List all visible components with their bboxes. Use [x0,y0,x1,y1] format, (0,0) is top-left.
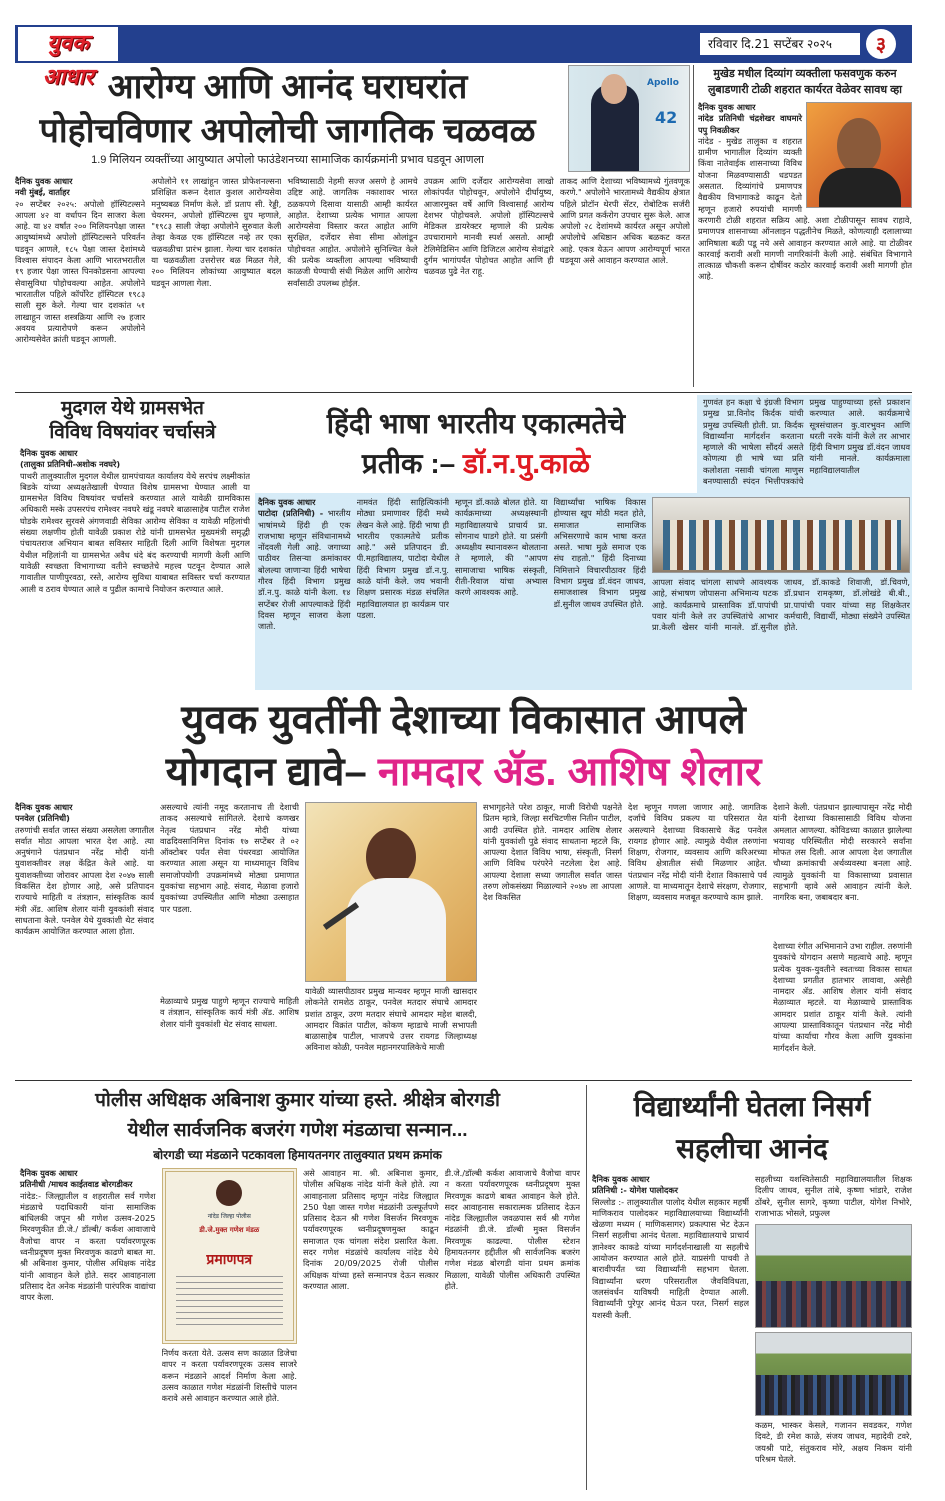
mudgal-headline-line1: मुदगल येथे ग्रामसभेत [61,398,204,419]
section-divider [15,1080,912,1081]
apollo-col-2: अपोलोने ११ लाखांहून जास्त प्रोफेशनल्सना प्रशिक्षित करून देशात कुशल आरोग्यसेवा मनुष्यबळ निर्माण केले. डॉ प्रताप सी. रेड्डी, चेयरमन, अपोलो हॉस्पिटल्स ग्रुप म्हणाले, "१९८३ साली जेव्हा अपोलोने सुरुवात केली तेव्हा केवळ एक हॉस्पिटल नव्हे तर एका चळवळीचा प्रारंभ झाला. गेल्या चार दशकांत या चळवळीला उत्तरोत्तर बळ मिळत गेले, २०० मिलियन लोकांच्या आयुष्यात बदल घडवून आणला गेला. [151,176,282,288]
issue-date: रविवार दि.21 सप्टेंबर २०२५ [700,33,860,55]
shelar-stage-caption: मेळाव्याचे प्रमुख पाहुणे म्हणून राज्याचे माहिती व तंत्रज्ञान, सांस्कृतिक कार्य मंत्री ॲड. आशिष शेलार यांनी युवकांशी थेट संवाद साधला. [160,996,299,1029]
minister-photo-caption: यावेळी व्यासपीठावर प्रमुख मान्यवर म्हणून माजी खासदार लोकनेते रामशेठ ठाकूर, पनवेल मतदार संघाचे आमदार प्रशांत ठाकूर, उरण मतदार संघाचे आमदार महेश बालदी, आमदार विक्रांत पाटील, कोकण म्हाडाचे माजी सभापती बाळासाहेब पाटील, भाजपचे उत्तर रायगड जिल्हाध्यक्ष अविनाश कोळी, पनवेल महानगरपालिकेचे माजी [305,986,477,1053]
apollo-article [15,65,690,390]
section-divider [15,392,912,393]
borgadi-col-4: डी.जे./डॉल्बी कर्कश आवाजाचे वैजोचा वापर न करता पर्यावरणपूरक ध्वनीप्रदूषण मुक्त मिरवणूक काढणे बाबत आवाहन केले होते. सदर आवाहनास सकारात्मक प्रतिसाद देऊन नांदेड जिल्ह्यातील जवळपास सर्व श्री गणेश मंडळांनी डी.जे. डॉल्बी मुक्त विसर्जन मिरवणूक काढल्या. पोलीस स्टेशन हिमायतनगर हद्दीतील श्री सार्वजनिक बजरंग गणेश मंडळ बोरगडी यांना प्रथम क्रमांक मिळाला, यावेळी पोलीस अधिकारी उपस्थित होते. [444,1168,580,1291]
hindi-right-top: गुणवंत हन कक्षा चे इंग्रजी विभाग प्रमुख प्रा.विनोद किर्दक यांची प्रमुख उपस्थिती होती. प्रा. किर्दक विद्यार्थ्यांना मार्गदर्शन करताना म्हणाले की भाषेला सौंदर्य असते कोणत्या ही भाषे च्या प्रति कलोशता नसावी चांगला माणुस बनण्यासाठी स्पंदन भित्तीपत्रकांचे प्रमुख पाहुण्याच्या हस्ते प्रकाशन करण्यात आले. कार्यक्रमाचे सूत्रसंचालन कु.वारभुवन आणि धरती नरके यांनी केले तर आभार हिंदी विभाग प्रमुख डॉ.वंदन जाधव यांनी मानले. कार्यक्रमाला महाविद्यालयातील [703,397,910,487]
nisarg-col-2: सहलीच्या यशस्वितेसाठी महाविद्यालयातील शिक्षक दिलीप जाधव, सुनील तांबे, कृष्णा भांडारे, राजेश ठोंबरे, सुनील सागरे, कृष्णा पाटील, योगेश निभोरे, राजाभाऊ भोसले, प्रफुल्ल [755,1174,912,1218]
nisarg-col-3: कळम, भास्कर केसले, गजानन सवडकर, गणेश दिवटे, डी रमेश काळे, संजय जाधव, महादेवी टवरे, जयश्री पाटे, संतुकराव मोरे, अक्षय निकम यांनी परिश्रम घेतले. [755,1420,912,1464]
shelar-col-1: दैनिक युवक आधार पनवेल (प्रतिनिधी) तरुणांची सर्वात जास्त संख्या असलेला जगातील सर्वात मोठा आपला भारत देश आहे. त्या अनुषंगाने पंतप्रधान नरेंद्र मोदी यांनी युवाशक्तीवर लक्ष केंद्रित केले आहे. या युवाशक्तीच्या जोरावर आपला देश २०४७ साली विकसित देश होणार आहे, असे प्रतिपादन राज्याचे माहिती व तंत्रज्ञान, सांस्कृतिक कार्य मंत्री ॲड. आशिष शेलार यांनी युवकांशी संवाद साधताना केले. पनवेल येथे युवकांशी थेट संवाद कार्यक्रम आयोजित करण्यात आला होता. [15,802,154,937]
borgadi-headline-line2: येथील सार्वजनिक बजरंग गणेश मंडळाचा सन्मान... [127,1120,468,1141]
apollo-headline-line2: पोहोचविणार अपोलोची जागतिक चळवळ [39,112,536,150]
shelar-col-2: असल्याचे त्यांनी नमूद करतानाच ती देशाची ताकद असल्याचे सांगितले. देशाचे कणखर नेतृत्व पंतप्रधान नरेंद्र मोदी यांच्या वाढदिवसानिमित्त दिनांक १७ सप्टेंबर ते ०२ ऑक्टोबर पर्यंत सेवा पंधरवडा आयोजित करण्यात आला असून या माध्यमातून विविध समाजोपयोगी उपक्रमांमध्ये मोठ्या प्रमाणात युवकांचा सहभाग आहे. संवाद, मेळावा हजारो युवकांच्या उपस्थितीत आणि मोठ्या उत्साहात पार पडला. [160,802,299,914]
students-outing-photo-1 [755,1224,912,1328]
mukhed-byline: दैनिक युवक आधार [698,102,756,112]
hindi-right-bottom: आपला संवाद चांगला साधणे आवश्यक आहे, संभाषण जोपासना अभिमान्य घटक आहे. कार्यक्रमाचे प्रास्ताविक डॉ.पापांची पवार यांनी केले तर उपस्थितांचे आभार प्रा.केली खेसर यांनी मानले. डॉ.सुनील जाधव, डॉ.काकडे शिवाजी, डॉ.चिवणे, डॉ.प्रधान रामकृष्ण, डॉ.लोखंडे बी.बी., प्रा.पापांची पवार यांच्या सह शिक्षकेतर कर्मचारी, विद्यार्थी, मोठ्या संख्येने उपस्थित होते. [652,577,910,633]
apollo-headline-line1: आरोग्य आणि आनंद घराघरांत [107,68,468,106]
apollo-col-4: उपक्रम आणि दर्जेदार आरोग्यसेवा लाखो लोकांपर्यंत पोहोचवून, अपोलोने दीर्घायुष्य, आजारमुक्त वर्षे आणि विश्वासार्ह आरोग्य देशभर पोहोचवले. अपोलो हॉस्पिटल्सचे मेडिकल डायरेक्टर म्हणाले की प्रत्येक उपचारामागे मानवी स्पर्श असतो. आम्ही टेलिमेडिसिन आणि डिजिटल आरोग्य सेवांद्वारे दुर्गम भागांपर्यंत पोहोचत आहोत आणि ही चळवळ पुढे नेत राहू. [423,176,554,277]
certificate-subtitle: डी.जे.मुक्त गणेश मंडळ [199,1226,260,1234]
hindi-headline-speaker: डॉ.न.पु.काळे [463,448,591,479]
nisarg-col-1: दैनिक युवक आधार प्रतिनिधी :- योगेश पालोदकर सिल्लोड :- तालुक्यातील पालोद येथील सहकार महर्षी माणिकराव पालोदकर महाविद्यालयाच्या विद्यार्थ्यांनी खेळणा मध्यम ( माणिकसागर) प्रकल्पास भेट देऊन निसर्ग सहलीचा आनंद घेतला. महाविद्यालयाचे प्राचार्य ज्ञानेश्वर काकडे यांच्या मार्गदर्शनाखाली या सहलीचे आयोजन करण्यात आले होते. याप्रसंगी पाचवी ते बारावीपर्यंत च्या विद्यार्थ्यांनी सहभाग घेतला. विद्यार्थ्यांना धरण परिसरातील जैवविविधता, जलसंवर्धन याविषयी माहिती देण्यात आली. विद्यार्थ्यांनी पुरेपूर आनंद घेऊन परत, निसर्ग सहल यशस्वी केली. [592,1174,749,1320]
column-divider [586,1085,587,1490]
borgadi-col-3: असे आवाहन मा. श्री. अबिनाश कुमार, पोलीस अधिक्षक नांदेड यांनी केले होते. त्या आवाहनाला प्रतिसाद म्हणून नांदेड जिल्ह्यात 250 पेक्षा जास्त गणेश मंडळांनी उत्स्फूर्तपणे प्रतिसाद देऊन श्री गणेश विसर्जन मिरवणूक पर्यावरणपूरक ध्वनीप्रदूषणमुक्त काढून समाजात एक चांगला संदेश प्रसारित केला. सदर गणेश मंडळांचे कार्यालय नांदेड येथे दिनांक 20/09/2025 रोजी पोलीस अधिक्षक यांच्या हस्ते सन्मानपत्र देऊन सत्कार करण्यात आला. [303,1168,439,1291]
nisarg-headline-line2: सहलीचा आनंद [676,1133,828,1164]
hindi-col-1: दैनिक युवक आधार पाटोदा (प्रतिनिधी) - भारतीय भाषांमध्ये हिंदी ही एक राजभाषा म्हणून संविधानामध्ये नोंदवली गेली आहे. जगाच्या पाठीवर तिसऱ्या क्रमांकावर बोलल्या जाणाऱ्या हिंदी भाषेचा गौरव हिंदी विभाग प्रमुख डॉ.न.पु. काळे यांनी केला. १४ सप्टेंबर रोजी आपल्याकडे हिंदी दिवस म्हणून साजरा केला जातो. [258,497,351,632]
apollo-logo: Apollo [647,78,679,88]
borgadi-article [15,1086,580,1492]
anniversary-badge: 42 [655,108,678,127]
hindi-event-photo [652,497,910,573]
hindi-headline-line1: हिंदी भाषा भारतीय एकात्मतेचे [326,408,626,439]
apollo-subtitle: 1.9 मिलियन व्यक्तींच्या आयुष्यात अपोलो फाउंडेशनच्या सामाजिक कार्यक्रमांनी प्रभाव घडवून आणला [91,154,484,166]
apollo-chairman-photo [568,65,690,172]
mudgal-headline-line2: विविध विषयांवर चर्चासत्रे [49,422,216,443]
certificate-image [162,1168,298,1344]
nisarg-article [592,1086,912,1492]
shelar-headline-line2: योगदान द्यावे– नामदार ॲड. आशिष शेलार [165,750,762,794]
hindi-article [255,395,912,690]
shelar-col-6: देशाच्या रंगीत अभिमानाने उभा राहील. तरुणांनी युवकांचे योगदान असणे महत्वाचे आहे. म्हणून प्रत्येक युवक-युवतीने स्वतःच्या विकास साधत देशाच्या प्रगतीत हातभार लावावा, असेही नामदार ॲड. आशिष शेलार यांनी संवाद मेळाव्यात म्हटले. या मेळाव्याचे प्रास्ताविक आमदार प्रशांत ठाकूर यांनी केले. त्यांनी आपल्या प्रास्ताविकातून पंतप्रधान नरेंद्र मोदी यांच्या कार्याचा गौरव केला आणि युवकांना मार्गदर्शन केले. [773,941,912,1053]
apollo-col-3: भविष्यासाठी नेहमी सज्ज असणे हे आमचे उद्दिष्ट आहे. जागतिक नकाशावर भारत ठळकपणे दिसावा यासाठी आम्ही कार्यरत आहोत. देशाच्या प्रत्येक भागात आपला आरोग्यसेवा विस्तार करत आहोत आणि सुरक्षित, दर्जेदार सेवा सीमा ओलांडून पोहोचवत आहोत. अपोलोने सुनिश्चित केले की प्रत्येक व्यक्तीला आपल्या भविष्याची काळजी घेण्याची संधी मिळेल आणि आरोग्य सर्वांसाठी उपलब्ध होईल. [287,176,418,288]
certificate-title: प्रमाणपत्र [206,1252,253,1268]
shelar-headline-speaker: नामदार ॲड. आशिष शेलार [377,750,762,794]
column-divider [693,65,694,387]
apollo-col-5: ताकद आणि देशाच्या भविष्यामध्ये गुंतवणूक करणे." अपोलोने भारतामध्ये वैद्यकीय क्षेत्रात पहिले प्रोटॉन थेरपी सेंटर, रोबोटिक सर्जरी आणि प्रगत कर्करोग उपचार सुरू केले. आज अपोलो २८ देशांमध्ये कार्यरत असून अपोलो अपोलोचे अधिष्ठान अधिक बळकट करत आहे. एकत्र येऊन आपण आरोग्यपूर्ण भारत घडवूया असे आवाहन करण्यात आले. [559,176,690,266]
mukhed-article [698,66,912,388]
hindi-col-3: म्हणून डॉ.काळे बोलत होते. या कार्यक्रमाच्या अध्यक्षस्थानी महाविद्यालयाचे प्राचार्य प्रा. सोगनाथ घाडगे होते. या प्रसंगी अध्यक्षीय स्थानावरून बोलताना ते म्हणाले, की "आपण सामाजाचा भाषिक संस्कृती, रीती-रिवाज यांचा अभ्यास करणे आवश्यक आहे. [455,497,548,598]
mukhed-headline: मुखेड मधील दिव्यांग व्यक्तीला फसवणुक करुन लुबाडणारी टोळी शहरात कार्यरत वेळेवर सावध व्हा [707,68,903,96]
borgadi-headline-line1: पोलीस अधिक्षक अबिनाश कुमार यांच्या हस्ते. श्रीक्षेत्र बोरगडी [95,1090,500,1111]
reporter-photo [806,102,912,208]
certificate-issuer: नांदेड जिल्हा पोलीस [207,1213,251,1220]
shelar-col-4: देश म्हणून गणला जाणार आहे. जागतिक दर्जाचे विविध प्रकल्प या परिसरात येत असल्याने देशाच्या विकासाचे केंद्र पनवेल रायगड होणार आहे. त्यामुळे येथील तरुणांना शिक्षण, रोजगार, व्यवसाय आणि करिअरच्या विविध क्षेत्रातील संधी मिळणार आहेत. पंतप्रधान नरेंद्र मोदी यांनी देशात विकासाचे पर्व आणले. या माध्यमातून देशाचे संरक्षण, रोजगार, शिक्षण, व्यवसाय मजबूत करण्याचे काम झाले. [628,802,767,903]
borgadi-subtitle: बोरगडी च्या मंडळाने पटकावला हिमायतनगर तालुक्यात प्रथम क्रमांक [153,1148,442,1162]
borgadi-col-1: दैनिक युवक आधार प्रतिनीधी /माधव काईतवाड बोरगडीकर नांदेड:- जिल्ह्यातील व शहरातील सर्व गणेश मंडळाचे पदाधिकारी यांना सामाजिक बांधिलकी जपून श्री गणेश उत्सव-2025 मिरवणुकीत डी.जे./ डॉल्बी/ कर्कश आवाजाचे वैजोचा वापर न करता पर्यावरणपूरक ध्वनीप्रदूषण मुक्त मिरवणुक काढणे बाबत मा. श्री अबिनाश कुमार, पोलीस अधिक्षक नांदेड यांनी आवाहन केले होते. सदर आवाहनाला प्रतिसाद देत अनेक मंडळांनी पारंपरिक वाद्यांचा वापर केला. [20,1168,156,1303]
mudgal-body: दैनिक युवक आधार (तालुका प्रतिनिधी-अशोक नवघरे) पाथरी तालुक्यातील मुदगल येथील ग्रामपंचायत कार्यालय येथे सरपंच लक्ष्मीकांत बिडके यांच्या अध्यक्षतेखाली घेण्यात विशेष ग्रामसभा घेण्यात आली या ग्रामसभेत विविध विषयांवर चर्चासत्रे करण्यात आले यावेळी ग्रामविकास अधिकारी मस्के उपसरपंच रामेश्वर नवघरे खंडू नवघरे बाळासाहेब पाटील राजेश घोडके रामेश्वर सुरवसे अंगणवाडी सेविका आरोग्य सेविका व यावेळी महिलांची संख्या लक्षणीय होती यावेळी प्रकाश रोडे यांनी ग्रामसभेत मुख्यमंत्री समृद्धी पंचायतराज अभियान बाबत सविस्तर माहिती दिली आणि विशेषतः मुदगल येथील महिलांनी या ग्रामसभेत अवैध धंदे बंद करण्याची मागणी केली आणि यावेळी स्वच्छता विभागाच्या वतीने स्वच्छतेचे महत्त्व पटवून देण्यात आले गावातील पाणीपुरवठा, रस्ते, आरोग्य सुविधा याबाबत सविस्तर चर्चा करण्यात आली व ठराव घेण्यात आले व पुढील कामाचे नियोजन करण्यात आले. [20,448,250,594]
mukhed-body: दैनिक युवक आधार नांदेड प्रतिनिधी चंद्रशेखर वाघमारे पपु निवळीकर नांदेड - मुखेड तालुका व शहरात ग्रामीण भागातील दिव्यांग व्यक्ती किंवा नातेवाईक शासनाच्या विविध योजना मिळवण्यासाठी धडपडत असतात. दिव्यांगांचे प्रमाणपत्र वैद्यकीय विभागाकडे काढून देतो म्हणून हजारो रुपयांची मागणी करणारी टोळी शहरात सक्रिय आहे. अशा टोळीपासून सावध राहावे, प्रमाणपत्र शासनाच्या ऑनलाइन पद्धतीनेच मिळते, कोणत्याही दलालाच्या आमिषाला बळी पडू नये असे आवाहन करण्यात आले आहे. या टोळीवर कारवाई करावी अशी मागणी नागरिकांनी केली आहे. संबंधित विभागाने तात्काळ चौकशी करून दोषींवर कठोर कारवाई करावी अशी मागणी होत आहे. [698,102,912,282]
mudgal-article [15,397,250,689]
hindi-col-2: नामवंत हिंदी साहित्यिकांनी मोठ्या प्रमाणावर हिंदी मध्ये लेखन केले आहे. हिंदी भाषा ही भारतीय एकात्मतेचे प्रतीक आहे." असे प्रतिपादन डी. पी.महाविद्यालय, पाटोदा येथील हिंदी विभाग प्रमुख डॉ.न.पु. काळे यांनी केले. जय भवानी शिक्षण प्रसारक मंडळ संचलित महाविद्यालयात हा कार्यक्रम पार पडला. [356,497,449,620]
apollo-heading [15,65,560,172]
hindi-headline-box [255,395,697,493]
minister-speech-photo [305,802,477,982]
page-number: ३ [866,29,896,59]
hindi-headline-line2: प्रतीक :– डॉ.न.पु.काळे [361,448,591,479]
apollo-col-1: दैनिक युवक आधार नवी मुंबई, वार्ताहर २० सप्टेंबर २०२५: अपोलो हॉस्पिटल्सने आपला ४२ वा वर्धापन दिन साजरा केला आहे. या ४२ वर्षांत २०० मिलियनपेक्षा जास्त आयुष्यांमध्ये अपोलो हॉस्पिटल्सने परिवर्तन घडवून आणले, १८५ पेक्षा जास्त देशांमध्ये विश्वास संपादन केला आणि भारतभरातील १९ हजार पेक्षा जास्त पिनकोडसना आपल्या सेवासुविधा पोहोचवल्या आहेत. अपोलोने भारतातील पहिले कॉर्पोरेट हॉस्पिटल १९८३ साली सुरु केले. गेल्या चार दशकांत ५१ लाखाहून जास्त शस्त्रक्रिया आणि २७ हजार अवयव प्रत्यारोपणे करून अपोलोने आरोग्यसेवेत क्रांती घडवून आणली. [15,176,146,345]
students-outing-photo-2 [755,1332,912,1416]
mukhed-byline-reporter: नांदेड प्रतिनिधी चंद्रशेखर वाघमारे पपु निवळीकर [698,113,802,135]
shelar-headline-line1: युवक युवतींनी देशाच्या विकासात आपले [181,698,746,742]
borgadi-col-2: निर्णय करता येते. उत्सव सण काळात डिजेचा वापर न करता पर्यावरणपूरक उत्सव साजरे करून मंडळाने आदर्श निर्माण केला आहे. उत्सव काळात गणेश मंडळांनी शिस्तीचे पालन करावे असे आवाहन करण्यात आले होते. [161,1348,297,1404]
nisarg-headline-line1: विद्यार्थ्यांनी घेतला निसर्ग [633,1091,871,1122]
hindi-col-4: विद्यार्थ्यांचा भाषिक विकास होण्यास खूप मोठी मदत होते, समाजात सामाजिक अभिसरणाचे काम भाषा करत असते. भाषा मुळे समाज एक संघ राहतो." हिंदी दिनाच्या निमित्ताने विचारपीठावर हिंदी विभाग प्रमुख डॉ.वंदन जाधव, समाजशास्त्र विभाग प्रमुख डॉ.सुनील जाधव उपस्थित होते. [553,497,646,609]
shelar-article [15,694,912,1076]
shelar-col-3: सभागृहनेते परेश ठाकूर, माजी विरोधी पक्षनेते प्रितम म्हात्रे, जिल्हा सरचिटणीस नितीन पाटील, आदी उपस्थित होते. नामदार आशिष शेलार यांनी युवकांशी पुढे संवाद साधताना म्हटले कि, आपल्या देशात विविध भाषा, संस्कृती, निसर्ग आणि विविध परंपरेने नटलेला देश आहे. आपल्या देशाला सध्या जगातील सर्वात जास्त तरुण लोकसंख्या मिळाल्याने २०४७ ला आपला देश विकसित [483,802,622,903]
newspaper-logo: युवक आधार [18,27,118,61]
shelar-col-5: देशाने केली. पंतप्रधान झाल्यापासून नरेंद्र मोदी यांनी देशाच्या विकासासाठी विविध योजना अमलात आणल्या. कोविडच्या काळात झालेल्या भयावह परिस्थितीत मोदी सरकारने सर्वांना मोफत लस दिली. आज आपला देश जगातील चौथ्या क्रमांकाची अर्थव्यवस्था बनला आहे. त्यामुळे युवकांनी या विकासाच्या प्रवासात सहभागी व्हावे असे आवाहन त्यांनी केले. नागरिक बना, जबाबदार बना. [773,802,912,903]
